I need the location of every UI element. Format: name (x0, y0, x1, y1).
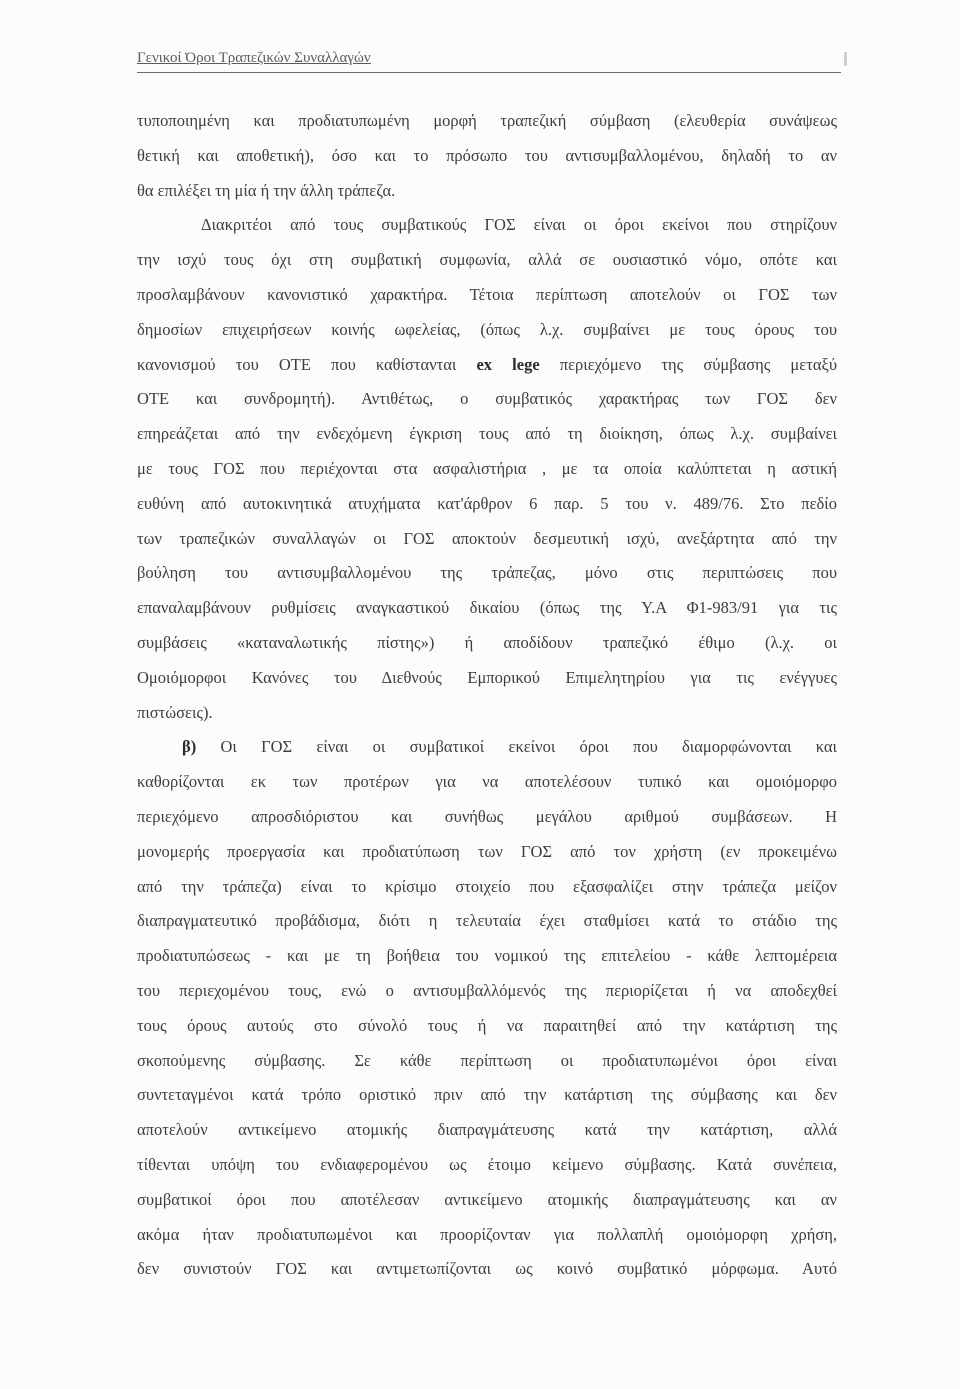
text-line: περιεχόμενο απροσδιόριστου και συνήθως μεγάλου αριθμού συμβάσεων. Η (137, 806, 837, 826)
text-line: θετική και αποθετική), όσο και το πρόσωπο του αντισυμβαλλομένου, δηλαδή το αν (137, 145, 837, 165)
text-line: ακόμα ήταν προδιατυπωμένοι και προορίζονταν για πολλαπλή ομοιόμορφη χρήση, (137, 1224, 837, 1244)
text-line: προδιατυπώσεως - και με τη βοήθεια του νομικού της επιτελείου - κάθε λεπτομέρεια (137, 946, 837, 966)
text-line: σκοπούμενης σύμβασης. Σε κάθε περίπτωση οι προδιατυπωμένοι όροι είναι (137, 1050, 837, 1070)
text-line: την ισχύ τους όχι στη συμβατική συμφωνία, αλλά σε ουσιαστικό νόμο, οπότε και (137, 250, 837, 270)
text-line: συμβατικοί όροι που αποτέλεσαν αντικείμενο ατομικής διαπραγμάτευσης και αν (137, 1189, 837, 1209)
text-line: τους όρους αυτούς στο σύνολό τους ή να παραιτηθεί από την κατάρτιση της (137, 1015, 837, 1035)
text-line: επηρεάζεται από την ενδεχόμενη έγκριση τους από τη διοίκηση, όπως λ.χ. συμβαίνει (137, 424, 837, 444)
text-line: διαπραγματευτικό προβάδισμα, διότι η τελευταία έχει σταθμίσει κατά το στάδιο της (137, 911, 837, 931)
text-line: καθορίζονται εκ των προτέρων για να αποτελέσουν τυπικό και ομοιόμορφο (137, 772, 837, 792)
text-line: μονομερής προεργασία και προδιατύπωση των ΓΟΣ από τον χρήστη (εν προκειμένω (137, 841, 837, 861)
text-line: ΟΤΕ και συνδρομητή). Αντιθέτως, ο συμβατικός χαρακτήρας των ΓΟΣ δεν (137, 389, 837, 409)
text-line: δημοσίων επιχειρήσεων κοινής ωφελείας, (όπως λ.χ. συμβαίνει με τους όρους του (137, 319, 837, 339)
body-text (137, 104, 837, 1287)
text-line: τυποποιημένη και προδιατυπωμένη μορφή τραπεζική σύμβαση (ελευθερία συνάψεως (137, 111, 837, 130)
text-line: ευθύνη από αυτοκινητικά ατυχήματα κατ'άρθρον 6 παρ. 5 του ν. 489/76. Στο πεδίο (137, 493, 837, 513)
header-title: Γενικοί Όροι Τραπεζικών Συναλλαγών (137, 50, 371, 66)
text-line: με τους ΓΟΣ που περιέχονται στα ασφαλιστήρια , με τα οποία καλύπτεται η αστική (137, 458, 837, 478)
text-line: συμβάσεις «καταναλωτικής πίστης») ή αποδίδουν τραπεζικό έθιμο (λ.χ. οι (137, 632, 837, 652)
text-line: Ομοιόμορφοι Κανόνες του Διεθνούς Εμπορικού Επιμελητηρίου για τις ενέγγυες (137, 667, 837, 687)
text-line: από την τράπεζα) είναι το κρίσιμο στοιχείο που εξασφαλίζει στην τράπεζα μείζον (137, 876, 837, 896)
text-line: του περιεχομένου τους, ενώ ο αντισυμβαλλόμενός της περιορίζεται ή να αποδεχθεί (137, 980, 837, 1000)
running-header (137, 50, 841, 73)
text-line: πιστώσεις). (137, 702, 213, 722)
text-line: τίθενται υπόψη του ενδιαφερομένου ως έτοιμο κείμενο σύμβασης. Κατά συνέπεια, (137, 1154, 837, 1174)
text-line: κανονισμού του ΟΤΕ που καθίστανται ex lege περιεχόμενο της σύμβασης μεταξύ (137, 354, 837, 374)
text-line: Διακριτέοι από τους συμβατικούς ΓΟΣ είναι οι όροι εκείνοι που στηρίζουν (201, 215, 837, 235)
text-line: αποτελούν αντικείμενο ατομικής διαπραγμάτευσης κατά την κατάρτιση, αλλά (137, 1120, 837, 1140)
header-edge-mark (844, 52, 847, 66)
text-line: συντεταγμένοι κατά τρόπο οριστικό πριν από την κατάρτιση της σύμβασης και δεν (137, 1085, 837, 1105)
text-line: των τραπεζικών συναλλαγών οι ΓΟΣ αποκτούν δεσμευτική ισχύ, ανεξάρτητα από την (137, 528, 837, 548)
text-line: προσλαμβάνουν κανονιστικό χαρακτήρα. Τέτοια περίπτωση αποτελούν οι ΓΟΣ των (137, 284, 837, 304)
text-line: θα επιλέξει τη μία ή την άλλη τράπεζα. (137, 180, 396, 200)
text-line: επαναλαμβάνουν ρυθμίσεις αναγκαστικού δικαίου (όπως της Υ.Α Φ1-983/91 για τις (137, 598, 837, 618)
text-line: δεν συνιστούν ΓΟΣ και αντιμετωπίζονται ως κοινό συμβατικό μόρφωμα. Αυτό (137, 1259, 837, 1279)
text-line: βούληση του αντισυμβαλλομένου της τράπεζας, μόνο στις περιπτώσεις που (137, 563, 837, 583)
text-line: β) Οι ΓΟΣ είναι οι συμβατικοί εκείνοι όροι που διαμορφώνονται και (182, 737, 837, 757)
